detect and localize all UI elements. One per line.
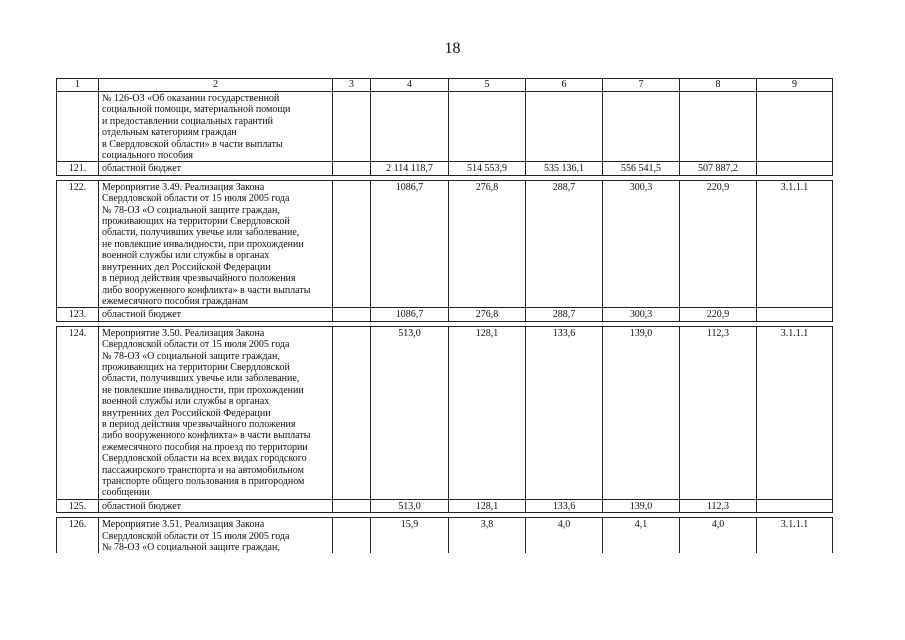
cell-c6: 288,7 xyxy=(526,180,603,307)
cell-c6: 133,6 xyxy=(526,499,603,512)
row-description: Мероприятие 3.50. Реализация Закона Свердловской области от 15 июля 2005 года № 78-ОЗ «О социальной защите граждан, проживающих на территории Свердловской области, получивших увечье или заболевание, не повлекшие инвалидности, при прохождении военной службы или службы в органах внутренних дел Российской Федерации в период действия чрезвычайного положения либо вооруженного конфликта» в части выплаты ежемесячного пособия на проезд по территории Свердловской области на всех видах городского пассажирского транспорта и на автомобильном транспорте общего пользования в пригородном сообщении xyxy=(99,326,333,499)
row-number: 125. xyxy=(57,499,99,512)
table-row xyxy=(57,180,833,307)
row-number: 124. xyxy=(57,326,99,499)
cell-c8: 4,0 xyxy=(680,518,757,554)
cell-c3 xyxy=(333,308,371,321)
row-number xyxy=(57,92,99,162)
column-header: 4 xyxy=(371,79,449,92)
cell-c6 xyxy=(526,92,603,162)
cell-c9: 3.1.1.1 xyxy=(757,180,833,307)
row-description: № 126-ОЗ «Об оказании государственной социальной помощи, материальной помощи и предоставлении социальных гарантий отдельным категориям граждан в Свердловской области» в части выплаты социального пособия xyxy=(99,92,333,162)
cell-c4: 15,9 xyxy=(371,518,449,554)
cell-c3 xyxy=(333,499,371,512)
row-number: 121. xyxy=(57,162,99,175)
cell-c9: 3.1.1.1 xyxy=(757,518,833,554)
cell-c3 xyxy=(333,180,371,307)
row-description: Мероприятие 3.51. Реализация Закона Свердловской области от 15 июля 2005 года № 78-ОЗ «О социальной защите граждан, xyxy=(99,518,333,554)
cell-c8: 112,3 xyxy=(680,326,757,499)
cell-c5 xyxy=(449,92,526,162)
column-header: 6 xyxy=(526,79,603,92)
cell-c7: 139,0 xyxy=(603,326,680,499)
column-header: 8 xyxy=(680,79,757,92)
table-row xyxy=(57,92,833,162)
cell-c7: 300,3 xyxy=(603,308,680,321)
row-description: Мероприятие 3.49. Реализация Закона Свердловской области от 15 июля 2005 года № 78-ОЗ «О социальной защите граждан, проживающих на территории Свердловской области, получивших увечье или заболевание, не повлекшие инвалидности, при прохождении военной службы или службы в органах внутренних дел Российской Федерации в период действия чрезвычайного положения либо вооруженного конфликта» в части выплаты ежемесячного пособия гражданам xyxy=(99,180,333,307)
cell-c5: 276,8 xyxy=(449,180,526,307)
cell-c9 xyxy=(757,499,833,512)
cell-c4: 513,0 xyxy=(371,499,449,512)
cell-c4: 1086,7 xyxy=(371,180,449,307)
table-row xyxy=(57,326,833,499)
cell-c5: 3,8 xyxy=(449,518,526,554)
column-header: 3 xyxy=(333,79,371,92)
row-description: областной бюджет xyxy=(99,499,333,512)
cell-c6: 133,6 xyxy=(526,326,603,499)
column-header: 5 xyxy=(449,79,526,92)
cell-c7: 4,1 xyxy=(603,518,680,554)
row-description: областной бюджет xyxy=(99,308,333,321)
cell-c6: 535 136,1 xyxy=(526,162,603,175)
table-row xyxy=(57,518,833,554)
column-header: 9 xyxy=(757,79,833,92)
cell-c3 xyxy=(333,326,371,499)
page-number: 18 xyxy=(444,40,461,57)
cell-c7: 556 541,5 xyxy=(603,162,680,175)
cell-c7 xyxy=(603,92,680,162)
cell-c9 xyxy=(757,92,833,162)
table-row xyxy=(57,499,833,512)
cell-c5: 128,1 xyxy=(449,499,526,512)
cell-c4 xyxy=(371,92,449,162)
row-number: 123. xyxy=(57,308,99,321)
row-number: 126. xyxy=(57,518,99,554)
cell-c4: 2 114 118,7 xyxy=(371,162,449,175)
cell-c5: 276,8 xyxy=(449,308,526,321)
table-row xyxy=(57,162,833,175)
cell-c8 xyxy=(680,92,757,162)
column-header: 7 xyxy=(603,79,680,92)
cell-c8: 507 887,2 xyxy=(680,162,757,175)
cell-c6: 4,0 xyxy=(526,518,603,554)
cell-c4: 1086,7 xyxy=(371,308,449,321)
cell-c9 xyxy=(757,308,833,321)
cell-c9: 3.1.1.1 xyxy=(757,326,833,499)
row-description: областной бюджет xyxy=(99,162,333,175)
column-header: 1 xyxy=(57,79,99,92)
cell-c3 xyxy=(333,162,371,175)
cell-c9 xyxy=(757,162,833,175)
row-number: 122. xyxy=(57,180,99,307)
cell-c8: 220,9 xyxy=(680,180,757,307)
table-header-row xyxy=(57,79,833,92)
cell-c3 xyxy=(333,92,371,162)
cell-c7: 139,0 xyxy=(603,499,680,512)
cell-c5: 128,1 xyxy=(449,326,526,499)
table-body xyxy=(57,92,833,554)
cell-c5: 514 553,9 xyxy=(449,162,526,175)
cell-c3 xyxy=(333,518,371,554)
budget-table xyxy=(56,78,833,553)
cell-c6: 288,7 xyxy=(526,308,603,321)
cell-c8: 220,9 xyxy=(680,308,757,321)
table-row xyxy=(57,308,833,321)
cell-c7: 300,3 xyxy=(603,180,680,307)
cell-c4: 513,0 xyxy=(371,326,449,499)
column-header: 2 xyxy=(99,79,333,92)
cell-c8: 112,3 xyxy=(680,499,757,512)
